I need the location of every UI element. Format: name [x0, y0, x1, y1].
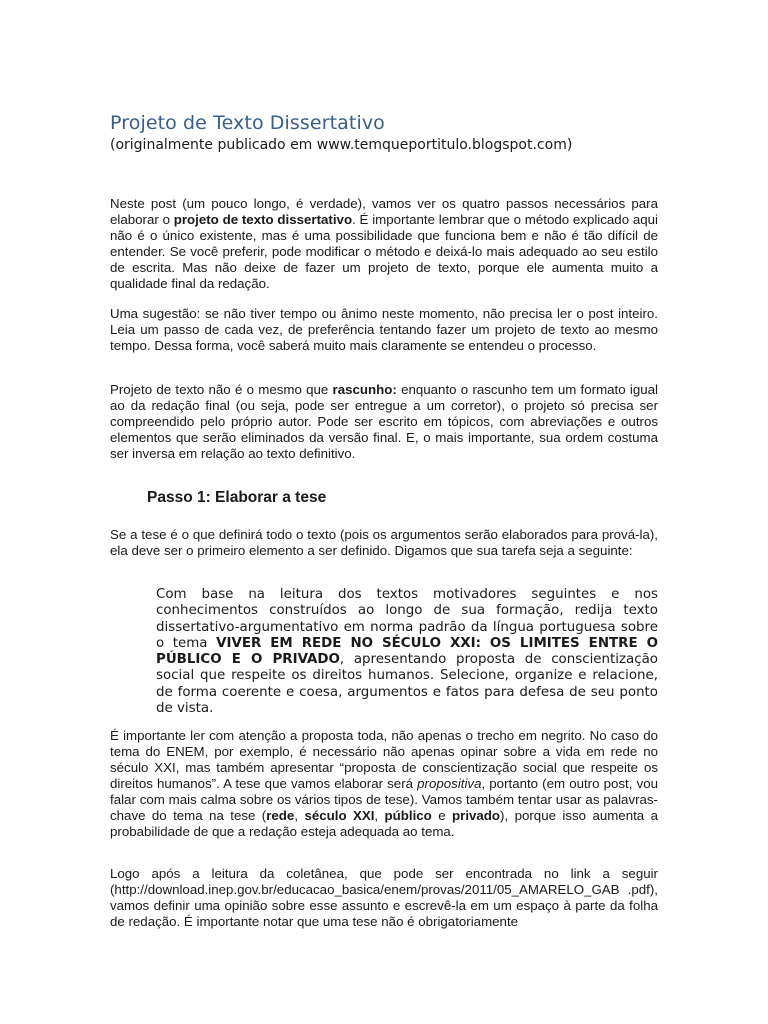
step1-paragraph-3: Logo após a leitura da coletânea, que pode ser encontrada no link a seguir (http://download.inep.gov.br/educacao_basica/enem/provas/2011/05_AMARELO_GAB .pdf), vamos definir uma opinião sobre esse assunto e escrevê-la em um espaço à parte da folha de redação. É importante notar que uma tese não é obrigatoriamente [110, 866, 658, 929]
keyword: rede [266, 808, 295, 823]
intro-paragraph-3: Projeto de texto não é o mesmo que rascunho: enquanto o rascunho tem um formato igual ao da redação final (ou seja, pode ser entregue a um corretor), o projeto só precisa ser compreendido pelo próprio autor. Pode ser escrito em tópicos, com abreviações e outros elementos que serão eliminados da versão final. E, o mais importante, sua ordem costuma ser inversa em relação ao texto definitivo. [110, 382, 658, 461]
keyword: privado [452, 808, 501, 823]
step1-paragraph-1: Se a tese é o que definirá todo o texto (pois os argumentos serão elaborados para prová-la), ela deve ser o primeiro elemento a ser definido. Digamos que sua tarefa seja a seguinte: [110, 527, 658, 558]
italic-term: propositiva [417, 776, 482, 791]
document-subtitle: (originalmente publicado em www.temqueportitulo.blogspot.com) [110, 137, 573, 153]
keyword: público [384, 808, 432, 823]
keyword: século XXI [304, 808, 375, 823]
prompt-theme: VIVER EM REDE NO SÉCULO XXI: OS LIMITES ENTRE O PÚBLICO E O PRIVADO [156, 635, 658, 668]
step1-paragraph-2: É importante ler com atenção a proposta toda, não apenas o trecho em negrito. No caso do tema do ENEM, por exemplo, é necessário não apenas opinar sobre a vida em rede no século XXI, mas também apresentar “proposta de conscientização social que respeite os direitos humanos”. A tese que vamos elaborar será propositiva, portanto (em outro post, vou falar com mais calma sobre os vários tipos de tese). Vamos também tentar usar as palavras-chave do tema na tese (rede, século XXI, público e privado), porque isso aumenta a probabilidade de que a redação esteja adequada ao tema. [110, 728, 659, 839]
intro-paragraph-2: Uma sugestão: se não tiver tempo ou ânimo neste momento, não precisa ler o post inteiro. Leia um passo de cada vez, de preferência tentando fazer um projeto de texto ao mesmo tempo. Dessa forma, você saberá muito mais claramente se entendeu o processo. [110, 306, 658, 353]
essay-prompt-quote: Com base na leitura dos textos motivadores seguintes e nos conhecimentos construídos ao longo de sua formação, redija texto dissertativo-argumentativo em norma padrão da língua portuguesa sobre o tema VIVER EM REDE NO SÉCULO XXI: OS LIMITES ENTRE O PÚBLICO E O PRIVADO, apresentando proposta de conscientização social que respeite os direitos humanos. Selecione, organize e relacione, de forma coerente e coesa, argumentos e fatos para defesa de seu ponto de vista. [156, 587, 658, 717]
intro-paragraph-1: Neste post (um pouco longo, é verdade), vamos ver os quatro passos necessários para elaborar o projeto de texto dissertativo. É importante lembrar que o método explicado aqui não é o único existente, mas é uma possibilidade que funciona bem e não é tão difícil de entender. Se você preferir, pode modificar o método e deixá-lo mais adequado ao seu estilo de escrita. Mas não deixe de fazer um projeto de texto, porque ele aumenta muito a qualidade final da redação. [110, 196, 659, 291]
section-heading-step-1: Passo 1: Elaborar a tese [147, 489, 327, 506]
document-title: Projeto de Texto Dissertativo [110, 112, 385, 134]
bold-term: rascunho: [332, 382, 397, 397]
bold-term: projeto de texto dissertativo [173, 212, 353, 227]
